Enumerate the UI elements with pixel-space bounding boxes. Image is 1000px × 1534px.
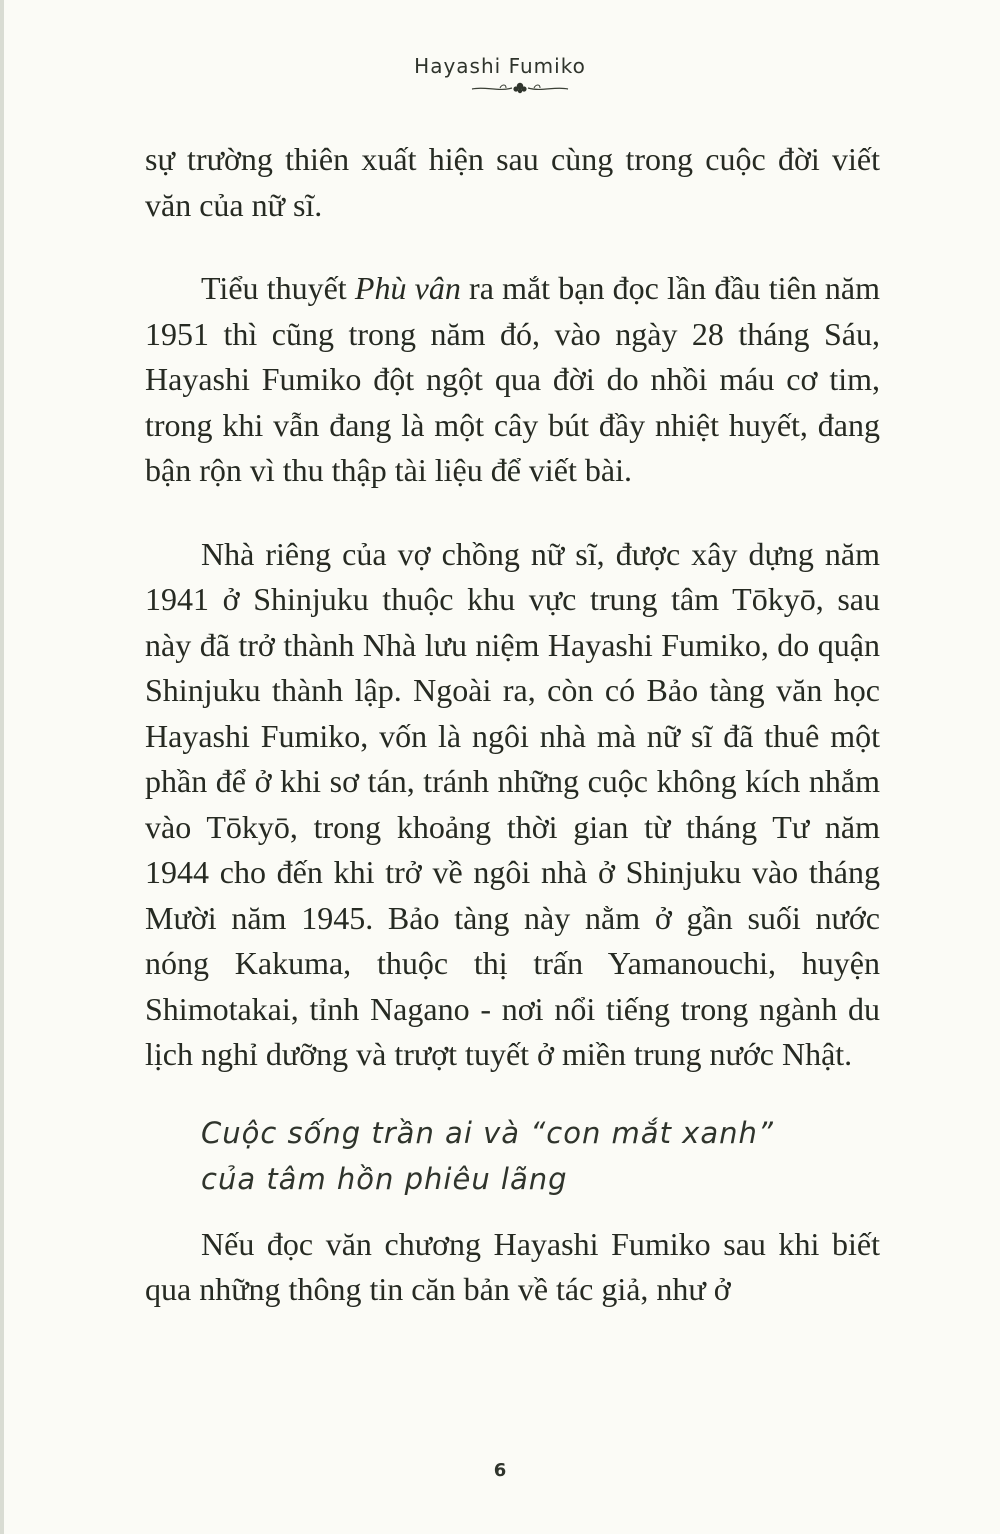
page-edge (0, 0, 4, 1534)
main-text (145, 137, 880, 1313)
paragraph-novel-death (145, 266, 880, 494)
running-header: Hayashi Fumiko (414, 54, 586, 78)
paragraph-reading: Nếu đọc văn chương Hayashi Fumiko sau khi biết qua những thông tin căn bản về tác giả, như ở (145, 1225, 880, 1307)
section-heading-line-1: Cuộc sống trần ai và “con mắt xanh” (201, 1115, 774, 1150)
paragraph-continuation: sự trường thiên xuất hiện sau cùng trong cuộc đời viết văn của nữ sĩ. (145, 141, 880, 223)
page-number: 6 (493, 1460, 507, 1481)
paragraph-body-text: ra mắt bạn đọc lần đầu tiên năm 1951 thì cũng trong năm đó, vào ngày 28 tháng Sáu, Hayashi Fumiko đột ngột qua đời do nhồi máu cơ tim, trong khi vẫn đang là một cây bút đầy nhiệt huyết, đang bận rộn vì thu thập tài liệu để viết bài. (145, 270, 881, 488)
section-heading-line-2: của tâm hồn phiêu lãng (201, 1161, 568, 1196)
paragraph-museums: Nhà riêng của vợ chồng nữ sĩ, được xây dựng năm 1941 ở Shinjuku thuộc khu vực trung tâm Tōkyō, sau này đã trở thành Nhà lưu niệm Hayashi Fumiko, do quận Shinjuku thành lập. Ngoài ra, còn có Bảo tàng văn học Hayashi Fumiko, vốn là ngôi nhà mà nữ sĩ đã thuê một phần để ở khi sơ tán, tránh những cuộc không kích nhắm vào Tōkyō, trong khoảng thời gian từ tháng Tư năm 1944 cho đến khi trở về ngôi nhà ở Shinjuku vào tháng Mười năm 1945. Bảo tàng này nằm ở gần suối nước nóng Kakuma, thuộc thị trấn Yamanouchi, huyện Shimotakai, tỉnh Nagano - nơi nổi tiếng trong ngành du lịch nghỉ dưỡng và trượt tuyết ở miền trung nước Nhật. (145, 535, 880, 1072)
paragraph-lead-text: Tiểu thuyết (201, 270, 355, 306)
section-heading (145, 1110, 880, 1202)
novel-title: Phù vân (354, 270, 461, 306)
floral-ornament-icon (470, 80, 570, 96)
